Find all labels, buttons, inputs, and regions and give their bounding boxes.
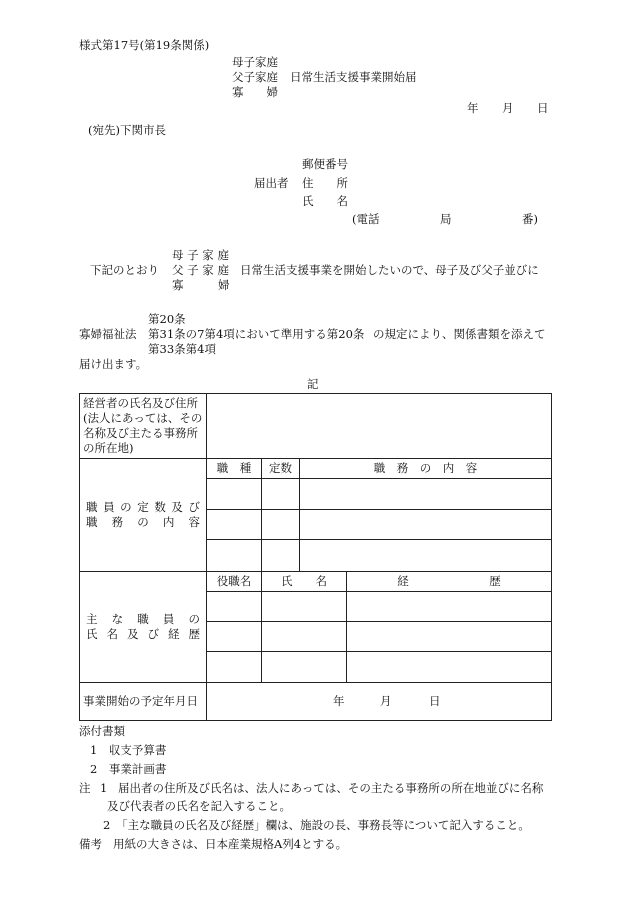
main-position-cell[interactable] bbox=[207, 652, 262, 683]
staff-type-cell[interactable] bbox=[207, 510, 262, 540]
main-header-career: 経 歴 bbox=[347, 572, 552, 592]
article-3: 第33条第4項 bbox=[148, 342, 216, 356]
main-header-position: 役職名 bbox=[207, 572, 262, 592]
body-kind-2: 父 子 家 庭 bbox=[172, 263, 229, 277]
body-text-3: 届け出ます。 bbox=[79, 357, 148, 371]
start-month-label: 月 bbox=[380, 694, 392, 708]
name-label: 氏 名 bbox=[302, 194, 348, 208]
address-label: 住 所 bbox=[302, 176, 348, 190]
staff-count-cell[interactable] bbox=[262, 540, 300, 572]
main-career-cell[interactable] bbox=[347, 592, 552, 622]
staff-count-cell[interactable] bbox=[262, 479, 300, 510]
body-text-2: の規定により、関係書類を添えて bbox=[373, 327, 546, 341]
submitter-label: 届出者 bbox=[254, 176, 289, 190]
staff-count-cell[interactable] bbox=[262, 510, 300, 540]
remark-label: 備考 bbox=[79, 837, 102, 851]
article-2: 第31条の7第4項において準用する第20条 bbox=[148, 327, 365, 341]
title-kind-2: 父子家庭 bbox=[232, 70, 278, 84]
attachments-heading: 添付書類 bbox=[79, 724, 125, 738]
note-1-number: 1 bbox=[100, 781, 108, 795]
phone-open: (電話 bbox=[352, 212, 380, 226]
form-table bbox=[79, 393, 552, 721]
operator-label: 経営者の氏名及び住所(法人にあっては、その名称及び主たる事務所の所在地) bbox=[83, 396, 203, 455]
note-2: 2 「主な職員の氏名及び経歴」欄は、施設の長、事務長等について記入すること。 bbox=[103, 818, 530, 832]
main-staff-label-2: 氏 名 及 び 経 歴 bbox=[86, 627, 200, 641]
date-day-label: 日 bbox=[537, 101, 549, 115]
article-1: 第20条 bbox=[148, 312, 186, 326]
phone-ban: 番) bbox=[522, 212, 538, 226]
main-staff-label-1: 主 な 職 員 の bbox=[86, 612, 200, 626]
staff-duty-cell[interactable] bbox=[300, 510, 552, 540]
main-career-cell[interactable] bbox=[347, 652, 552, 683]
addressee: (宛先)下関市長 bbox=[88, 123, 166, 137]
operator-field[interactable] bbox=[207, 394, 552, 459]
staff-duty-cell[interactable] bbox=[300, 540, 552, 572]
date-month-label: 月 bbox=[502, 101, 514, 115]
start-day-label: 日 bbox=[429, 694, 441, 708]
main-position-cell[interactable] bbox=[207, 622, 262, 652]
title-kind-3: 寡 婦 bbox=[232, 85, 278, 99]
staff-header-count: 定数 bbox=[262, 459, 300, 479]
notes-label: 注 bbox=[79, 781, 91, 795]
body-kind-3: 寡 婦 bbox=[172, 278, 230, 292]
staff-duty-cell[interactable] bbox=[300, 479, 552, 510]
main-staff-label-cell bbox=[80, 572, 207, 683]
phone-kyoku: 局 bbox=[440, 212, 452, 226]
law-name: 寡婦福祉法 bbox=[79, 327, 137, 341]
remark-text: 用紙の大きさは、日本産業規格A列4とする。 bbox=[113, 837, 348, 851]
postal-code-label: 郵便番号 bbox=[302, 157, 348, 171]
main-career-cell[interactable] bbox=[347, 622, 552, 652]
start-date-label-cell bbox=[80, 683, 207, 721]
staff-header-duty: 職 務 の 内 容 bbox=[300, 459, 552, 479]
title-kind-1: 母子家庭 bbox=[232, 55, 278, 69]
main-position-cell[interactable] bbox=[207, 592, 262, 622]
form-number: 様式第17号(第19条関係) bbox=[79, 38, 210, 52]
body-kind-1: 母 子 家 庭 bbox=[172, 248, 229, 262]
staff-type-cell[interactable] bbox=[207, 540, 262, 572]
body-text: 日常生活支援事業を開始したいので、母子及び父子並びに bbox=[240, 263, 539, 277]
body-prefix: 下記のとおり bbox=[90, 263, 159, 277]
note-1-line-1: 届出者の住所及び氏名は、法人にあっては、その主たる事務所の所在地並びに名称 bbox=[118, 781, 544, 795]
attachment-item: 1 収支予算書 bbox=[90, 743, 167, 757]
form-title: 日常生活支援事業開始届 bbox=[290, 70, 417, 84]
staff-type-cell[interactable] bbox=[207, 479, 262, 510]
main-header-name: 氏 名 bbox=[262, 572, 347, 592]
start-date-field[interactable] bbox=[207, 683, 552, 721]
note-1-line-2: 及び代表者の氏名を記入すること。 bbox=[107, 799, 291, 813]
staff-label-2: 職 務 の 内 容 bbox=[86, 515, 200, 529]
staff-label-1: 職員の定数及び bbox=[86, 500, 200, 514]
start-year-label: 年 bbox=[333, 694, 345, 708]
start-date-label: 事業開始の予定年月日 bbox=[83, 694, 198, 708]
operator-label-cell bbox=[80, 394, 207, 459]
staff-label-cell bbox=[80, 459, 207, 572]
date-year-label: 年 bbox=[467, 101, 479, 115]
attachment-item: 2 事業計画書 bbox=[90, 762, 167, 776]
main-name-cell[interactable] bbox=[262, 652, 347, 683]
main-name-cell[interactable] bbox=[262, 592, 347, 622]
staff-header-type: 職 種 bbox=[207, 459, 262, 479]
main-name-cell[interactable] bbox=[262, 622, 347, 652]
ki-label: 記 bbox=[307, 377, 319, 391]
